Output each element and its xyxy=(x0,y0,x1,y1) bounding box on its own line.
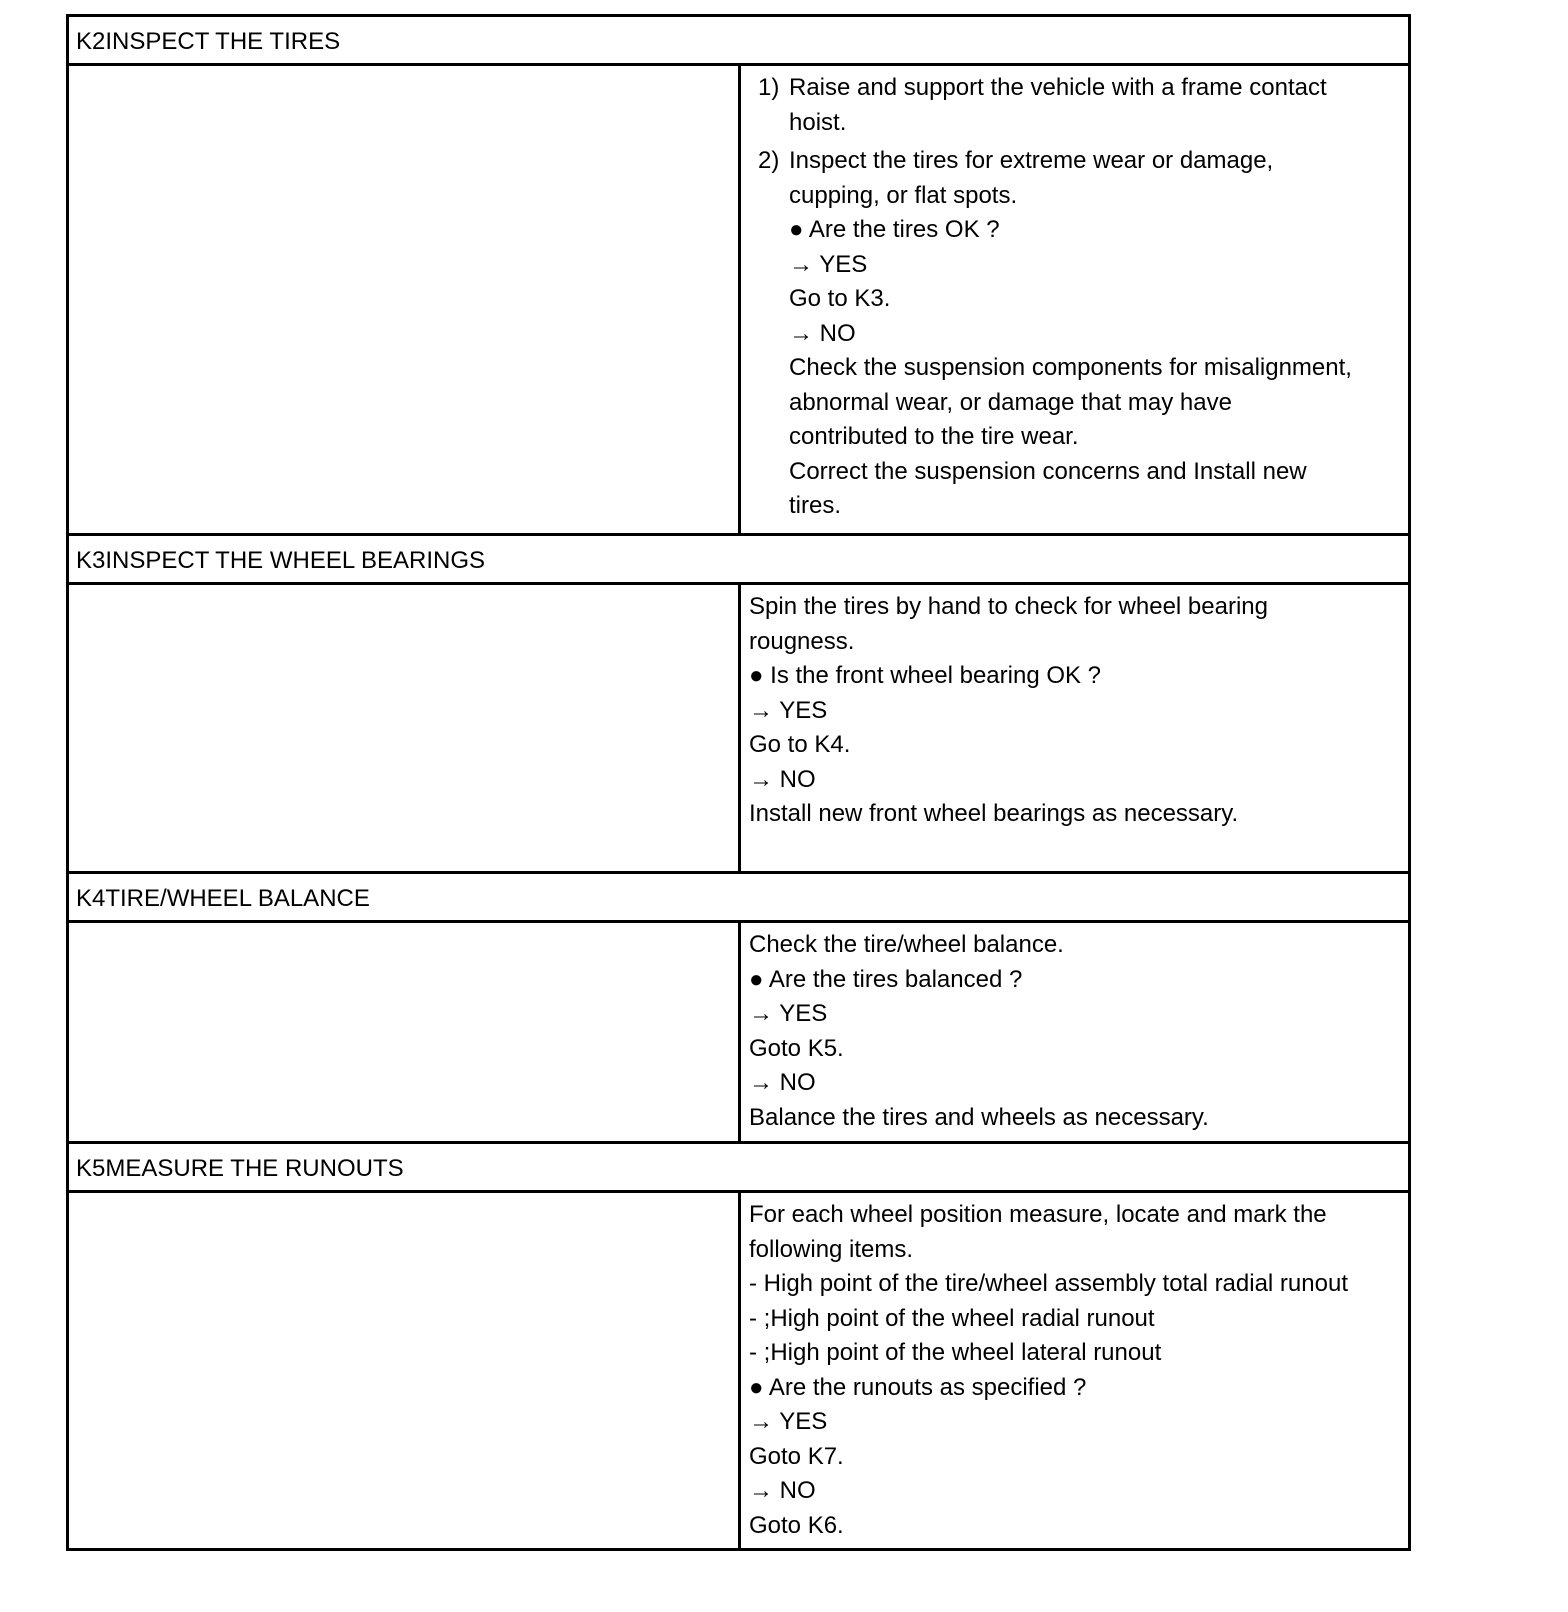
text-line: Check the suspension components for misalignment, xyxy=(789,354,1352,381)
text-line: tires. xyxy=(789,492,842,519)
section-body-k2 xyxy=(66,63,1411,533)
section-title: K5MEASURE THE RUNOUTS xyxy=(76,1155,404,1182)
text-line: Go to K3. xyxy=(789,285,891,312)
step-number: 1) xyxy=(758,74,780,101)
text-line: Go to K4. xyxy=(749,731,851,758)
text-line: Inspect the tires for extreme wear or damage, xyxy=(789,147,1274,174)
text-line: ● Is the front wheel bearing OK ? xyxy=(749,662,1102,689)
instruction-step xyxy=(749,144,1404,524)
text-line: hoist. xyxy=(789,108,847,136)
text-line: Install new front wheel bearings as necessary. xyxy=(749,800,1239,827)
instruction-step xyxy=(749,71,1404,140)
text-line: Correct the suspension concerns and Install new xyxy=(789,457,1307,485)
instruction-cell xyxy=(749,590,1404,832)
step-number: 2) xyxy=(758,147,780,174)
section-body-k3 xyxy=(66,582,1411,872)
figure-cell xyxy=(69,1190,741,1548)
text-line: → NO xyxy=(749,1069,816,1096)
instruction-cell xyxy=(749,928,1404,1135)
text-line: - ;High point of the wheel radial runout xyxy=(749,1304,1155,1332)
text-line: following items. xyxy=(749,1235,914,1263)
text-line: Spin the tires by hand to check for wheel bearing xyxy=(749,593,1268,620)
text-line: For each wheel position measure, locate and mark the xyxy=(749,1201,1327,1228)
text-line: - ;High point of the wheel lateral runout xyxy=(749,1339,1162,1366)
section-title: K2INSPECT THE TIRES xyxy=(76,28,341,55)
text-line: Goto K6. xyxy=(749,1511,844,1539)
section-body-k5 xyxy=(66,1190,1411,1551)
text-line: contributed to the tire wear. xyxy=(789,423,1079,450)
text-line: ● Are the runouts as specified ? xyxy=(749,1373,1087,1401)
instruction-cell xyxy=(749,71,1404,528)
section-header-k5 xyxy=(66,1141,1411,1193)
section-title: K4TIRE/WHEEL BALANCE xyxy=(76,885,370,912)
section-title: K3INSPECT THE WHEEL BEARINGS xyxy=(76,547,485,574)
text-line: abnormal wear, or damage that may have xyxy=(789,388,1232,416)
section-header-k4 xyxy=(66,871,1411,923)
text-line: → YES xyxy=(749,1408,828,1435)
diagnostic-table xyxy=(66,14,1411,1551)
figure-cell xyxy=(69,63,741,533)
text-line: → NO xyxy=(789,319,856,347)
text-line: → YES xyxy=(749,696,828,724)
text-line: → NO xyxy=(749,765,816,793)
section-header-k3 xyxy=(66,533,1411,585)
text-line: rougness. xyxy=(749,627,855,655)
text-line: Goto K7. xyxy=(749,1442,844,1470)
instruction-cell xyxy=(749,1198,1404,1543)
text-line: → YES xyxy=(789,250,868,278)
text-line: Balance the tires and wheels as necessary. xyxy=(749,1103,1209,1131)
text-line: - High point of the tire/wheel assembly total radial runout xyxy=(749,1270,1348,1297)
text-line: ● Are the tires OK ? xyxy=(789,216,1000,243)
section-body-k4 xyxy=(66,920,1411,1142)
text-line: → YES xyxy=(749,1000,828,1027)
figure-cell xyxy=(69,920,741,1142)
section-header-k2 xyxy=(66,14,1411,66)
text-line: Goto K5. xyxy=(749,1034,844,1062)
figure-cell xyxy=(69,582,741,872)
text-line: cupping, or flat spots. xyxy=(789,181,1018,209)
text-line: Check the tire/wheel balance. xyxy=(749,931,1064,958)
text-line: ● Are the tires balanced ? xyxy=(749,965,1023,993)
text-line: → NO xyxy=(749,1477,816,1504)
text-line: Raise and support the vehicle with a frame contact xyxy=(789,74,1327,101)
